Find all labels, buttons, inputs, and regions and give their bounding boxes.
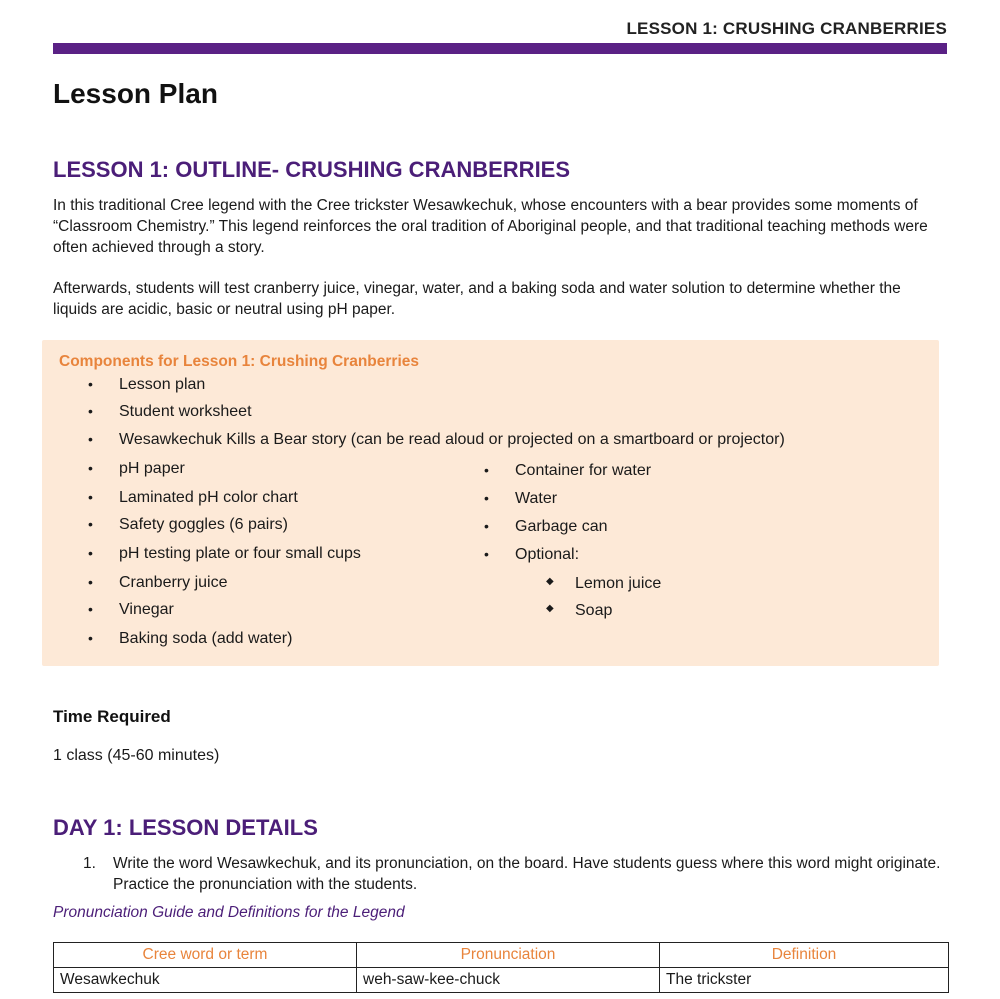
- bullet-icon: •: [88, 431, 93, 447]
- component-item: [88, 431, 785, 449]
- diamond-bullet-icon: ◆: [546, 576, 554, 587]
- component-item: [88, 516, 288, 534]
- bullet-icon: •: [88, 630, 93, 646]
- step-text: Write the word Wesawkechuk, and its pronunciation, on the board. Have students guess where this word might originate. Practice the pronunciation with the students.: [113, 855, 941, 893]
- header-accent-bar: [53, 43, 947, 54]
- component-item: [88, 574, 228, 592]
- bullet-icon: •: [88, 403, 93, 419]
- optional-item-label: Soap: [575, 602, 613, 619]
- bullet-icon: •: [88, 460, 93, 476]
- component-item-label: Laminated pH color chart: [119, 489, 298, 506]
- pronunciation-table: [53, 942, 949, 993]
- component-item-label: pH testing plate or four small cups: [119, 545, 361, 562]
- bullet-icon: •: [88, 489, 93, 505]
- bullet-icon: •: [88, 376, 93, 392]
- component-item: [88, 601, 174, 619]
- component-item-label: pH paper: [119, 460, 185, 477]
- bullet-icon: •: [484, 518, 489, 534]
- table-caption: Pronunciation Guide and Definitions for the Legend: [53, 904, 405, 921]
- component-item-label: Wesawkechuk Kills a Bear story (can be read aloud or projected on a smartboard or projector): [119, 431, 785, 448]
- step-item: [83, 853, 943, 895]
- component-item-label: Water: [515, 490, 558, 507]
- day1-heading: DAY 1: LESSON DETAILS: [53, 815, 318, 840]
- column-header-pronunciation: Pronunciation: [357, 943, 660, 968]
- bullet-icon: •: [484, 490, 489, 506]
- bullet-icon: •: [88, 601, 93, 617]
- optional-item-label: Lemon juice: [575, 575, 662, 592]
- cell-cree-word: Wesawkechuk: [54, 968, 357, 993]
- page-title: Lesson Plan: [53, 78, 218, 109]
- outline-paragraph-2: Afterwards, students will test cranberry juice, vinegar, water, and a baking soda and water solution to determine whether the liquids are acidic, basic or neutral using pH paper.: [53, 280, 901, 318]
- component-item: [88, 545, 361, 563]
- outline-heading: LESSON 1: OUTLINE- CRUSHING CRANBERRIES: [53, 157, 571, 182]
- component-item: [88, 376, 206, 394]
- component-item-label: Lesson plan: [119, 376, 206, 393]
- component-item-label: Optional:: [515, 546, 580, 563]
- components-title: Components for Lesson 1: Crushing Cranberries: [59, 353, 419, 370]
- component-item: [484, 546, 580, 564]
- cell-definition: The trickster: [660, 968, 949, 993]
- component-item: [88, 630, 293, 648]
- component-item-label: Baking soda (add water): [119, 630, 293, 647]
- bullet-icon: •: [88, 545, 93, 561]
- component-item-label: Garbage can: [515, 518, 608, 535]
- time-required-value: 1 class (45-60 minutes): [53, 747, 220, 764]
- bullet-icon: •: [484, 462, 489, 478]
- running-header: LESSON 1: CRUSHING CRANBERRIES: [626, 19, 947, 38]
- column-header-cree-word: Cree word or term: [54, 943, 357, 968]
- step-number: 1.: [83, 855, 96, 872]
- column-header-definition: Definition: [660, 943, 949, 968]
- component-item: [484, 490, 558, 508]
- table-row: [54, 968, 949, 993]
- component-item-label: Vinegar: [119, 601, 174, 618]
- component-item-label: Safety goggles (6 pairs): [119, 516, 288, 533]
- optional-item: [546, 602, 613, 620]
- component-item: [484, 462, 652, 480]
- bullet-icon: •: [88, 516, 93, 532]
- component-item-label: Student worksheet: [119, 403, 252, 420]
- component-item: [88, 489, 298, 507]
- component-item: [88, 403, 252, 421]
- bullet-icon: •: [88, 574, 93, 590]
- component-item-label: Cranberry juice: [119, 574, 228, 591]
- outline-paragraph-1: In this traditional Cree legend with the Cree trickster Wesawkechuk, whose encounters with a bear provides some moments of “Classroom Chemistry.” This legend reinforces the oral tradition of Aboriginal people, and that traditional teaching methods were often achieved through a story.: [53, 197, 928, 256]
- optional-item: [546, 575, 662, 593]
- component-item-label: Container for water: [515, 462, 652, 479]
- cell-pronunciation: weh-saw-kee-chuck: [357, 968, 660, 993]
- component-item: [484, 518, 608, 536]
- bullet-icon: •: [484, 546, 489, 562]
- time-required-heading: Time Required: [53, 707, 171, 726]
- component-item: [88, 460, 185, 478]
- diamond-bullet-icon: ◆: [546, 603, 554, 614]
- table-header-row: [54, 943, 949, 968]
